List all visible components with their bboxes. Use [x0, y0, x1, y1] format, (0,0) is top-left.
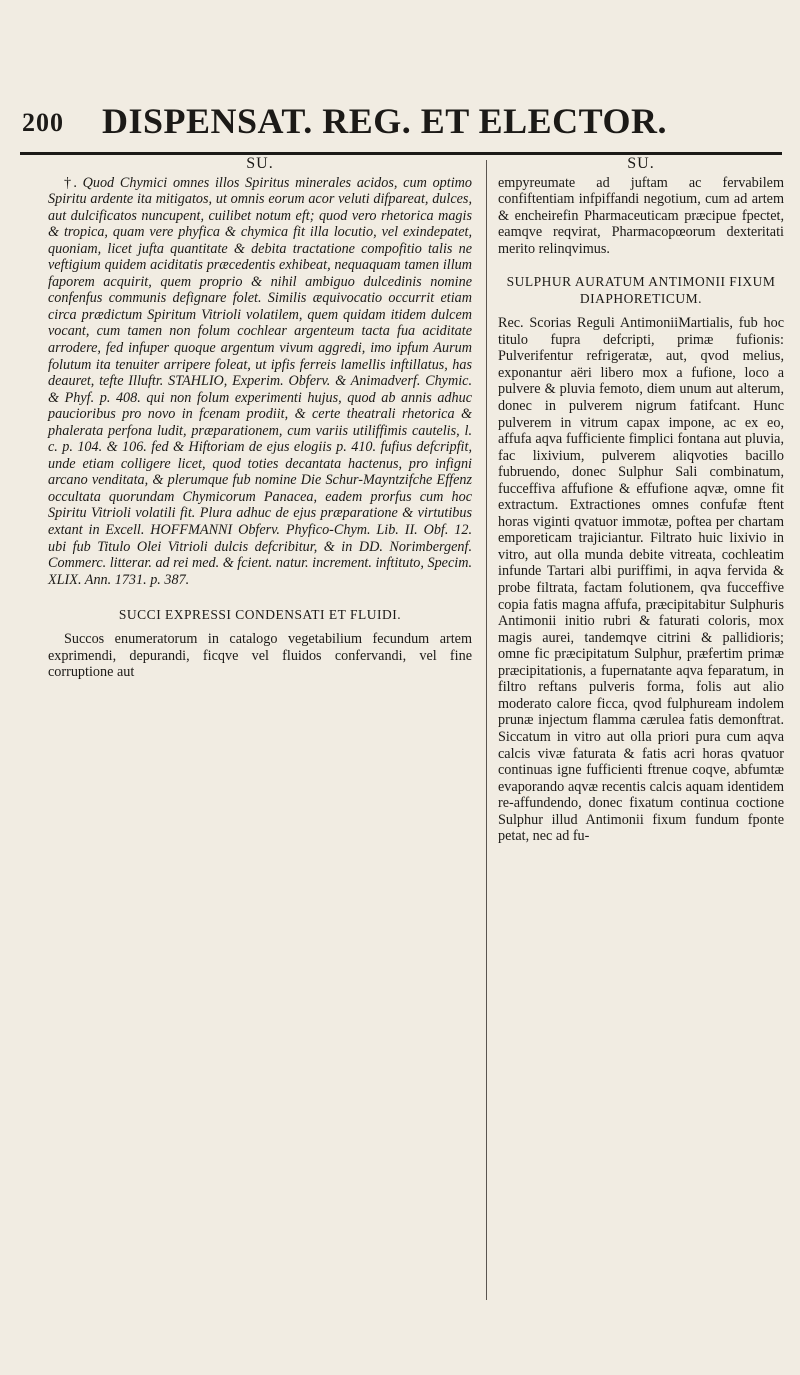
header-rule — [20, 152, 782, 155]
note-paragraph — [48, 175, 472, 589]
right-column-heading: SU. — [627, 155, 655, 172]
section-text-succi: Succos enumeratorum in catalogo vegetabilium fecundum artem exprimendi, depurandi, ficqve vel fluidos confervandi, vel fine corruptione aut — [48, 631, 472, 681]
running-head — [0, 100, 800, 152]
column-divider — [486, 160, 487, 1300]
section-text-sulphur: Rec. Scorias Reguli AntimoniiMartialis, fub hoc titulo fupra defcripti, primæ fufionis: Pulverifentur refrigeratæ, aut, qvod melius, exponantur aëri libero mox a fufione, loco a pulvere & pluvia femoto, diem unum aut alterum, donec in pulverem nigrum fatifcant. Hunc pulverem in vitrum capax impone, ac ex eo, affufa aqva fufficiente fimplici fontana aut pluvia, fac lixivium, pulverem aliqvoties bacillo fubruendo, donec Sulphur Sali combinatum, fucceffiva affufione & effufione aqvæ, omne fit extractum. Extractiones omnes confufæ ftent horas viginti qvatuor immotæ, poftea per chartam emporeticam trajiciantur. Filtrato huic lixivio in vitro, aut olla munda debite vitreata, cochleatim infunde Tartari albi puriffimi, in aqva fervida & probe filtrata, factam folutionem, qva fucceffive copia fatis magna affufa, præcipitabitur Sulphuris Antimonii initio rubri & faturati coloris, mox magis aurei, tandemqve citrini & pallidioris; omne fic præcipitatum Sulphur, præfertim primæ præcipitationis, a fupernatante aqva feparatum, in filtro reftans pulveris forma, folis aut alio moderato calore ficca, qvod fulphuream indolem prunæ injectum flamma cærulea fatis demonftrat. Siccatum in vitro aut olla priori pura cum aqva calcis vivæ faturata & fatis acri horas qvatuor continuas igne fufficienti ftrenue coqve, abfumtæ evaporando aqvæ recentis calcis aquam identidem re-affundendo, donec fixatum continua coctione Sulphur illud Antimonii fixum fundum fponte petat, nec ad fu- — [498, 315, 784, 845]
section-title-succi: SUCCI EXPRESSI CONDENSATI ET FLUIDI. — [118, 607, 402, 623]
page-number: 200 — [22, 108, 64, 137]
running-head-title: DISPENSAT. REG. ET ELECTOR. — [102, 101, 667, 141]
note-text: Quod Chymici omnes illos Spiritus minerales acidos, cum optimo Spiritu ardente ita mitigatos, ut omnis eorum acor veluti difpareat, dulces, aut dulcificatos nuncupent, cuilibet notum eft; quod vero rhetorica magis & tropica, quam vere phyfica & chymica fit illa locutio, vel exindepatet, quoniam, licet jufta quantitate & debita tractatione compofitio talis ne veftigium quidem aciditatis præcedentis exhibeat, nequaquam tamen illum faporem acquirit, quem proprio & nihil ambiguo dulcedinis nomine confenfus communis defignare folet. Similis æquivocatio occurrit etiam circa prædictum Spiritum Vitrioli volatilem, quem quidam itidem dulcem vocant, cum tamen non folum cochlear argenteum tacta fua aciditate arrodere, fed infuper quoque argentum vivum aggredi, imo ipfum Aurum folutum ita tenuiter arripere foleat, ut ipfis ferreis lamellis inftillatus, has deauret, tefte Illuftr. STAHLIO, Experim. Obferv. & Animadverf. Chymic. & Phyf. p. 408. qui non folum experimenti hujus, quod ab annis adhuc paucioribus pro novo in fcenam prodiit, & certe theatrali rhetorica & phalerata perfona ludit, præparationem, cum variis utiliffimis cautelis, l. c. p. 104. & 106. fed & Hiftoriam de ejus elogiis p. 410. fufius defcripfit, unde etiam colligere licet, quod toties decantata hactenus, pro infigni arcano venditata, & plerumque fub nomine Die Schur-Mayntzifche Effenz occultata quorundam Chymicorum Panacea, eadem prorfus cum hoc Spiritu Vitrioli volatili fit. Plura adhuc de ejus præparatione & virtutibus extant in Excell. HOFFMANNI Obferv. Phyfico-Chym. Lib. II. Obf. 12. ubi fub Titulo Olei Vitrioli dulcis defcribitur, & in DD. Norimbergenf. Commerc. litterar. ad rei med. & fcient. natur. increment. inftituto, Specim. XLIX. Ann. 1731. p. 387. — [48, 174, 472, 588]
continuation-text: empyreumate ad juftam ac fervabilem confiftentiam infpiffandi negotium, cum ad artem & encheirefin Pharmaceuticam præcipue fpectet, eamqve reqvirat, Pharmacopœorum dexteritati merito relinqvimus. — [498, 174, 784, 257]
note-mark: †. — [64, 174, 77, 191]
left-column — [48, 156, 472, 681]
right-column — [498, 156, 784, 845]
section-title-sulphur: SULPHUR AURATUM ANTIMONII FIXUM DIAPHORETICUM. — [506, 274, 776, 307]
left-column-heading: SU. — [246, 155, 274, 172]
